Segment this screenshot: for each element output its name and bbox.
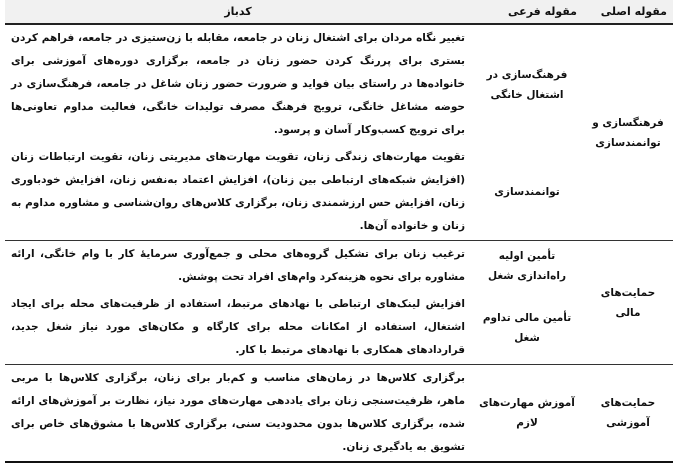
sub-category-cell: توانمندسازی (494, 186, 560, 198)
header-open-codes: کدباز (5, 0, 471, 24)
sub-category-cell: فرهنگ‌سازی در اشتغال خانگی (486, 68, 568, 101)
sub-category-cell: تأمین مالی تداوم شغل (482, 311, 572, 344)
open-code-cell: تقویت مهارت‌های زندگی زنان، تقویت مهارت‌های مدیریتی زنان، تقویت ارتباطات زنان (افزایش شبکه‌های ارتباطی بین زنان)، افزایش اعتماد به‌نفس زنان، افزایش خودباوری زنان، افزایش حس ارزشمندی زنان، برگزاری کلاس‌های روان‌شناسی و مشاوره مداوم به زنان و خانواده آن‌ها. (11, 151, 465, 232)
coding-table-container (5, 0, 673, 463)
table-row (5, 241, 673, 292)
open-code-cell: ترغیب زنان برای تشکیل گروه‌های محلی و جمع‌آوری سرمایهٔ کار با وام خانگی، ارائه مشاوره برای نحوه هزینه‌کرد وام‌های افراد تحت پوشش. (11, 248, 465, 283)
header-sub-category: مقوله فرعی (471, 0, 583, 24)
sub-category-cell: آموزش مهارت‌های لازم (479, 397, 575, 429)
header-main-category: مقوله اصلی (583, 0, 673, 24)
coding-table (5, 0, 673, 463)
open-code-cell: تغییر نگاه مردان برای اشتغال زنان در جامعه، مقابله با زن‌ستیزی در جامعه، فراهم کردن بستری برای پررنگ کردن حضور زنان در جامعه، برگزاری دوره‌های آموزشی برای خانواده‌ها در راستای بیان فواید و ضرورت حضور زنان شاغل در جامعه، فرهنگ‌سازی در حوضه مشاغل خانگی، ترویج فرهنگ مصرف تولیدات خانگی، فعالیت مداوم تعاونی‌ها برای ترویج کسب‌وکار آسان و پرسود. (11, 32, 465, 136)
table-header-row (5, 0, 673, 24)
main-category-cell: حمایت‌های آموزشی (600, 397, 656, 429)
table-row (5, 144, 673, 241)
open-code-cell: افزایش لینک‌های ارتباطی با نهادهای مرتبط، استفاده از ظرفیت‌های محله برای ایجاد اشتغال، استفاده از امکانات محله برای کارگاه و مکان‌های مورد نیاز شغل جدید، قراردادهای همکاری با نهادهای مرتبط با کار. (11, 298, 465, 356)
table-row (5, 365, 673, 463)
table-row (5, 24, 673, 144)
open-code-cell: برگزاری کلاس‌ها در زمان‌های مناسب و کم‌بار برای زنان، برگزاری کلاس‌ها با مربی ماهر، ظرفیت‌سنجی زنان برای یاددهی مهارت‌های مورد نیاز، نظارت بر آموزش‌های ارائه شده، برگزاری کلاس‌ها بدون محدودیت سنی، برگزاری کلاس‌ها با مشوق‌های خاص برای تشویق به یادگیری زنان. (11, 372, 465, 453)
main-category-cell: حمایت‌های مالی (600, 286, 656, 319)
main-category-cell: فرهنگسازی و توانمندسازی (592, 116, 664, 149)
table-row (5, 291, 673, 365)
sub-category-cell: تأمین اولیه راه‌اندازی شغل (488, 250, 566, 282)
